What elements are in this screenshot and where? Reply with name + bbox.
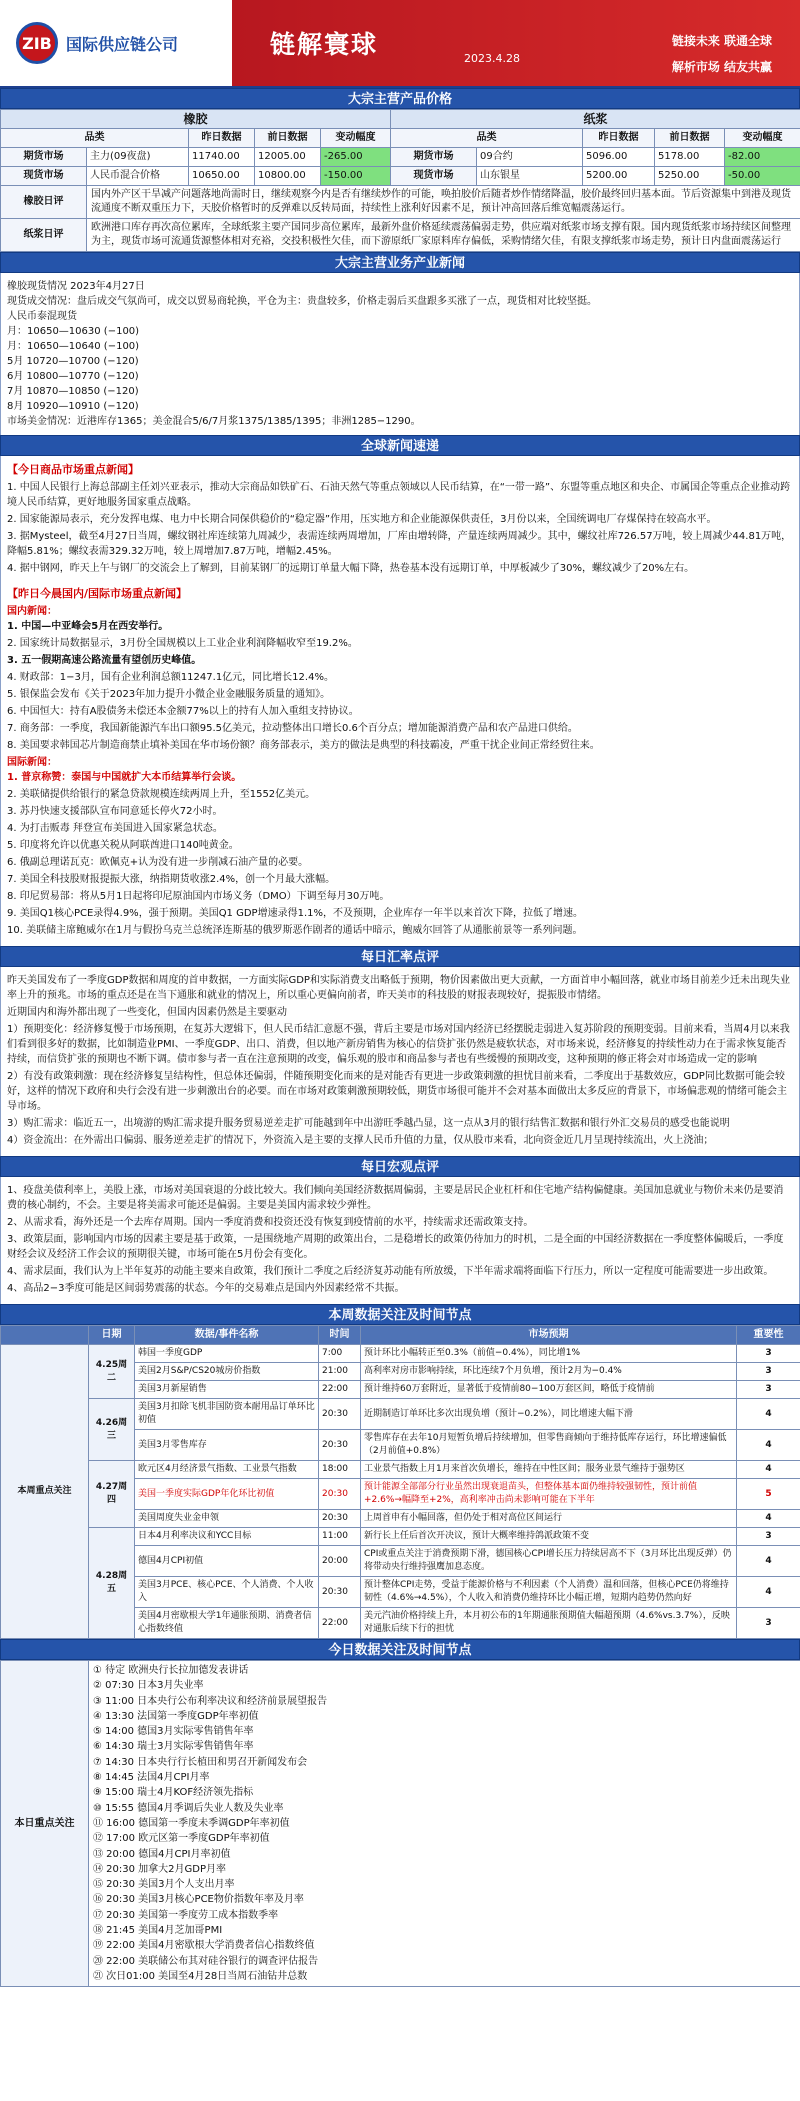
today-event: ⑮ 20:30 美国3月个人支出月率 — [93, 1879, 235, 1891]
international-news-item: 9. 美国Q1核心PCE录得4.9%，强于预期。美国Q1 GDP增速录得1.1%，不及预期，企业库存一年半以来首次下降，拉低了增速。 — [7, 908, 583, 919]
paper-comment-label: 纸浆日评 — [1, 219, 87, 252]
header-time: 时间 — [319, 1326, 361, 1345]
event-importance: 4 — [737, 1430, 800, 1461]
section-today-title: 今日数据关注及时间节点 — [0, 1639, 800, 1660]
section-global-title: 全球新闻速递 — [0, 435, 800, 456]
today-event: ⑯ 20:30 美国3月核心PCE物价指数年率及月率 — [93, 1894, 304, 1906]
international-news-item: 1. 普京称赞：泰国与中国就扩大本币结算举行会谈。 — [7, 772, 242, 783]
weekly-date: 4.26周三 — [89, 1399, 135, 1461]
event-importance: 3 — [737, 1345, 800, 1363]
event-time: 20:30 — [319, 1577, 361, 1608]
header-expectation: 市场预期 — [361, 1326, 737, 1345]
industry-line: 现货成交情况：盘后成交气氛尚可，成交以贸易商轮换，平仓为主：贵盘较多，价格走弱后买盘跟多买涨了一点，现货相对比较坚挺。 — [7, 296, 597, 307]
commodity-news-item: 4. 据中钢网，昨天上午与钢厂的交流会上了解到，目前某钢厂的远期订单量大幅下降，热卷基本没有远期订单，中厚板减少了30%，螺纹减少了20%左右。 — [7, 563, 695, 574]
today-event: ⑪ 16:00 德国第一季度未季调GDP年率初值 — [93, 1817, 290, 1829]
event-name: 美国3月扣除飞机非国防资本耐用品订单环比初值 — [135, 1399, 319, 1430]
event-name: 欧元区4月经济景气指数、工业景气指数 — [135, 1461, 319, 1479]
event-expectation: 预计维持60万套附近，显著低于疫情前80−100万套区间，略低于疫情前 — [361, 1381, 737, 1399]
today-event: ③ 11:00 日本央行公布利率决议和经济前景展望报告 — [93, 1695, 328, 1707]
paper-row-change: -82.00 — [725, 148, 800, 167]
section-industry-title: 大宗主营业务产业新闻 — [0, 252, 800, 273]
event-name: 美国3月新屋销售 — [135, 1381, 319, 1399]
international-news-item: 5. 印度将允许以优惠关税从阿联酋进口140吨黄金。 — [7, 840, 239, 851]
domestic-news-label: 国内新闻： — [7, 606, 57, 617]
domestic-news-item: 8. 美国要求韩国芯片制造商禁止填补美国在华市场份额？商务部表示，美方的做法是典型的科技霸凌，严重干扰企业间正常经贸往来。 — [7, 740, 600, 751]
rubber-row-yesterday: 10650.00 — [189, 167, 255, 186]
today-event: ⑦ 14:30 日本央行行长植田和男召开新闻发布会 — [93, 1756, 308, 1768]
event-importance: 3 — [737, 1381, 800, 1399]
rubber-row-yesterday: 11740.00 — [189, 148, 255, 167]
rubber-header-change: 变动幅度 — [321, 129, 391, 148]
event-expectation: 预计能源全部部分行业虽然出现衰退苗头，但整体基本面仍维持较强韧性，预计前值+2.6%→幅降至+2%，高利率冲击尚未影响可能在下半年 — [361, 1479, 737, 1510]
event-name: 美国3月零售库存 — [135, 1430, 319, 1461]
rubber-row-name: 主力(09夜盘) — [87, 148, 189, 167]
rubber-title: 橡胶 — [1, 110, 391, 129]
event-time: 22:00 — [319, 1381, 361, 1399]
industry-line: 8月 10920—10910 (−120) — [7, 401, 139, 412]
event-time: 11:00 — [319, 1528, 361, 1546]
rubber-comment: 国内外产区干旱减产问题落地尚需时日，继续观察今内是否有继续炒作的可能，唤拍胶价后随者炒作情绪降温，胶价最终回归基本面。节后资源集中到港及现货流通度不断双重压力下，天胶价格暂时的反弹难以反转局面，持续性上涨利好因素不足，预计冲高回落后维宽幅震荡运行。 — [87, 186, 800, 219]
rubber-header-name: 品类 — [1, 129, 189, 148]
paper-header-previous: 前日数据 — [655, 129, 725, 148]
industry-line: 6月 10800—10770 (−120) — [7, 371, 139, 382]
section-fx-title: 每日汇率点评 — [0, 946, 800, 967]
rubber-comment-label: 橡胶日评 — [1, 186, 87, 219]
rubber-row-change: -150.00 — [321, 167, 391, 186]
event-importance: 3 — [737, 1608, 800, 1639]
today-event: ⑨ 15:00 瑞士4月KOF经济领先指标 — [93, 1787, 254, 1799]
slogan-line-1: 链接未来 联通全球 — [671, 34, 772, 48]
industry-line: 橡胶现货情况 2023年4月27日 — [7, 281, 145, 292]
rubber-header-previous: 前日数据 — [255, 129, 321, 148]
title-area — [232, 0, 800, 86]
event-time: 20:30 — [319, 1430, 361, 1461]
event-expectation: CPI或重点关注于消费预期下滑，德国核心CPI增长压力持续居高不下（3月环比出现反弹）仍将带动央行维持强鹰加息态度。 — [361, 1546, 737, 1577]
company-name: 国际供应链公司 — [66, 34, 179, 54]
domestic-news-item: 5. 银保监会发布《关于2023年加力提升小微企业金融服务质量的通知》。 — [7, 689, 331, 700]
event-name: 日本4月利率决议和YCC目标 — [135, 1528, 319, 1546]
event-time: 21:00 — [319, 1363, 361, 1381]
today-table — [0, 1660, 800, 1987]
event-expectation: 高利率对房市影响持续，环比连续7个月负增，预计2月为−0.4% — [361, 1363, 737, 1381]
paper-row-label: 现货市场 — [391, 167, 477, 186]
paper-row-previous: 5178.00 — [655, 148, 725, 167]
event-importance: 3 — [737, 1363, 800, 1381]
fx-paragraph: 昨天美国发布了一季度GDP数据和周度的首申数据，一方面实际GDP和实际消费支出略低于预期，物价因素做出更大贡献，一方面首申小幅回落，就业市场目前差少迁未出现失业率上升的预兆。市场的重点还是在当下通胀和就业的情况上，所以重心更偏向前者，昨天美市的科技股的财报表现较好，提振股市情绪。 — [7, 975, 790, 1001]
weekly-left-label: 本周重点关注 — [1, 1345, 89, 1639]
price-table — [0, 109, 800, 252]
today-event: ⑩ 15:55 德国4月季调后失业人数及失业率 — [93, 1802, 284, 1814]
rubber-row-previous: 10800.00 — [255, 167, 321, 186]
industry-line: 月：10650—10640 (−100) — [7, 341, 140, 352]
weekly-left-header — [1, 1326, 89, 1345]
today-event: ⑥ 14:30 瑞士3月实际零售销售年率 — [93, 1741, 254, 1753]
event-expectation: 美元汽油价格持续上升，本月初公布的1年期通胀预期值大幅超预期（4.6%vs.3.7%），反映对通胀后续下行的担忧 — [361, 1608, 737, 1639]
today-event-list — [89, 1661, 800, 1987]
international-news-label: 国际新闻： — [7, 757, 57, 768]
today-event: ⑤ 14:00 德国3月实际零售销售年率 — [93, 1726, 254, 1738]
header — [0, 0, 800, 88]
report-title: 链解寰球 — [270, 30, 379, 59]
paper-row-label: 期货市场 — [391, 148, 477, 167]
weekly-date: 4.25周二 — [89, 1345, 135, 1399]
today-event: ① 待定 欧洲央行长拉加德发表讲话 — [93, 1665, 249, 1676]
event-importance: 3 — [737, 1528, 800, 1546]
rubber-row-previous: 12005.00 — [255, 148, 321, 167]
rubber-row-label: 现货市场 — [1, 167, 87, 186]
event-expectation: 近期制造订单环比多次出现负增（预计−0.2%），同比增速大幅下滑 — [361, 1399, 737, 1430]
event-name: 韩国一季度GDP — [135, 1345, 319, 1363]
report-date: 2023.4.28 — [464, 52, 520, 65]
industry-line: 5月 10720—10700 (−120) — [7, 356, 139, 367]
weekly-schedule-table — [0, 1325, 800, 1639]
macro-paragraph: 3、政策层面，影响国内市场的因素主要是基于政策，一是围绕地产周期的政策出台，二是稳增长的政策仍待加力的时机，二是全面的中国经济数据在一季度整体偏暖后，一季度财经会议及经济工作会议的预期很关键，市场可能在5月份会有变化。 — [7, 1234, 784, 1260]
today-event: ⑧ 14:45 法国4月CPI月率 — [93, 1772, 210, 1784]
industry-line: 月：10650—10630 (−100) — [7, 326, 140, 337]
event-time: 22:00 — [319, 1608, 361, 1639]
paper-row-yesterday: 5096.00 — [583, 148, 655, 167]
international-news-item: 7. 美国全科技股财报提振大涨，纳指期货收涨2.4%，创一个月最大涨幅。 — [7, 874, 336, 885]
fx-paragraph: 3）购汇需求：临近五一，出境游的购汇需求提升服务贸易逆差走扩可能越到年中出游旺季越凸显，这一点从3月的银行结售汇数据和银行外汇交易员的感受也能说明 — [7, 1118, 730, 1129]
domestic-news-item: 3. 五一假期高速公路流量有望创历史峰值。 — [7, 655, 202, 666]
today-event: ⑬ 20:00 德国4月CPI月率初值 — [93, 1848, 231, 1860]
event-name: 美国3月PCE、核心PCE、个人消费、个人收入 — [135, 1577, 319, 1608]
domestic-news-item: 6. 中国恒大：持有A股债务未偿还本金额77%以上的持有人加入重组支持协议。 — [7, 706, 359, 717]
weekly-date: 4.27周四 — [89, 1461, 135, 1528]
event-time: 18:00 — [319, 1461, 361, 1479]
event-name: 德国4月CPI初值 — [135, 1546, 319, 1577]
weekly-date: 4.28周五 — [89, 1528, 135, 1639]
event-expectation: 预计整体CPI走势，受益于能源价格与不利因素（个人消费）温和回落，但核心PCE仍将维持韧性（4.6%→4.5%），个人收入和消费仍维持环比小幅正增，短期内趋势仍然向好 — [361, 1577, 737, 1608]
event-expectation: 零售库存在去年10月短暂负增后持续增加，但零售商倾向于维持低库存运行，环比增速偏低（2月前值+0.8%） — [361, 1430, 737, 1461]
domestic-news-item: 7. 商务部：一季度，我国新能源汽车出口额95.5亿美元，拉动整体出口增长0.6个百分点；增加能源消费产品和农产品进口供给。 — [7, 723, 578, 734]
section-weekly-title: 本周数据关注及时间节点 — [0, 1304, 800, 1325]
macro-paragraph: 4、需求层面，我们认为上半年复苏的动能主要来自政策，我们预计二季度之后经济复苏动能有所放缓，下半年需求端将面临下行压力，所以一定程度可能需要进一步出政策。 — [7, 1266, 774, 1277]
paper-header-change: 变动幅度 — [725, 129, 800, 148]
event-name: 美国2月S&P/CS20城房价指数 — [135, 1363, 319, 1381]
rubber-row-change: -265.00 — [321, 148, 391, 167]
macro-paragraph: 1、疫盘美债利率上，美股上涨，市场对美国衰退的分歧比较大。我们倾向美国经济数据周偏弱，主要是居民企业杠杆和住宅地产结构偏健康。美国加息就业与物价未来仍是要消费的核心制约，不会。主要是将美需求可能还是偏弱。主要是美国内需求较少弹性。 — [7, 1185, 784, 1211]
domestic-news-item: 2. 国家统计局数据显示，3月份全国规模以上工业企业利润降幅收窄至19.2%。 — [7, 638, 358, 649]
paper-row-yesterday: 5200.00 — [583, 167, 655, 186]
today-event: ④ 13:30 法国第一季度GDP年率初值 — [93, 1710, 259, 1722]
slogan — [672, 28, 772, 80]
today-event: ㉑ 次日01:00 美国至4月28日当周石油钻井总数 — [93, 1970, 308, 1982]
industry-news — [0, 273, 800, 435]
industry-line: 人民币泰混现货 — [7, 311, 77, 322]
international-news-item: 3. 苏丹快速支援部队宣布同意延长停火72小时。 — [7, 806, 223, 817]
event-importance: 4 — [737, 1577, 800, 1608]
today-event: ⑰ 20:30 美国第一季度劳工成本指数季率 — [93, 1909, 279, 1921]
international-news-item: 10. 美联储主席鲍威尔在1月与假扮乌克兰总统泽连斯基的俄罗斯恶作剧者的通话中暗示，鲍威尔回答了从通胀前景等一系列问题。 — [7, 925, 583, 936]
paper-title: 纸浆 — [391, 110, 800, 129]
header-importance: 重要性 — [737, 1326, 800, 1345]
logo-area — [0, 0, 232, 86]
international-news-item: 8. 印尼贸易部：将从5月1日起将印尼原油国内市场义务（DMO）下调至每月30万吨。 — [7, 891, 390, 902]
today-event: ⑱ 21:45 美国4月芝加哥PMI — [93, 1925, 223, 1937]
today-event: ⑫ 17:00 欧元区第一季度GDP年率初值 — [93, 1833, 270, 1845]
event-name: 美国一季度实际GDP年化环比初值 — [135, 1479, 319, 1510]
event-time: 20:30 — [319, 1510, 361, 1528]
domestic-news-item: 4. 财政部：1−3月，国有企业利润总额11247.1亿元，同比增长12.4%。 — [7, 672, 334, 683]
commodity-news-item: 1. 中国人民银行上海总部副主任刘兴亚表示，推动大宗商品如铁矿石、石油天然气等重点领域以人民币结算，在“一带一路”、东盟等重点地区和央企、市属国企等重点企业推动跨境人民币结算，更好地服务国家重点战略。 — [7, 482, 791, 508]
event-expectation: 工业景气指数上月1月来首次负增长，维持在中性区间；服务业景气维持于强势区 — [361, 1461, 737, 1479]
industry-line: 市场美金情况：近港库存1365；美金混合5/6/7月浆1375/1385/1395；非洲1285−1290。 — [7, 416, 421, 427]
event-time: 20:00 — [319, 1546, 361, 1577]
today-event: ⑳ 22:00 美联储公布其对硅谷银行的调查评估报告 — [93, 1955, 319, 1967]
event-name: 美国4月密歇根大学1年通胀预期、消费者信心指数终值 — [135, 1608, 319, 1639]
commodity-news-item: 2. 国家能源局表示，充分发挥电煤、电力中长期合同保供稳价的“稳定器”作用，压实地方和企业能源保供责任，3月份以来，全国统调电厂存煤保持在较高水平。 — [7, 514, 717, 525]
event-expectation: 上周首申有小幅回落，但仍处于相对高位区间运行 — [361, 1510, 737, 1528]
international-news-item: 6. 俄副总理诺瓦克：欧佩克+认为没有进一步削减石油产量的必要。 — [7, 857, 309, 868]
header-date: 日期 — [89, 1326, 135, 1345]
today-event: ⑲ 22:00 美国4月密歇根大学消费者信心指数终值 — [93, 1940, 315, 1952]
today-event: ② 07:30 日本3月失业率 — [93, 1680, 204, 1692]
rubber-header-yesterday: 昨日数据 — [189, 129, 255, 148]
macro-paragraph: 4、高品2−3季度可能是区间弱势震荡的状态。今年的交易难点是国内外因素经常不共振。 — [7, 1283, 405, 1294]
paper-header-yesterday: 昨日数据 — [583, 129, 655, 148]
fx-paragraph: 2）有没有政策刺激：现在经济修复呈结构性，但总体还偏弱，伴随预期变化而来的是对能否有更进一步政策刺激的担忧目前来看，二季度出于基数效应，GDP同比数据可能会较好，这样的情况下政府和央行会没有进一步刺激出台的必要。而在市场对政策刺激预期较低，期货市场很可能并不会对基本面做出太多反应的背景下，市场偏悲观的情绪可能会主导市场。 — [7, 1071, 787, 1112]
domestic-news-item: 1. 中国—中亚峰会5月在西安举行。 — [7, 621, 169, 632]
paper-row-previous: 5250.00 — [655, 167, 725, 186]
today-left-label: 本日重点关注 — [1, 1661, 89, 1987]
fx-paragraph: 近期国内和海外都出现了一些变化，但国内因素仍然是主要驱动 — [7, 1007, 287, 1018]
international-news-item: 2. 美联储提供给银行的紧急贷款规模连续两周上升，至1552亿美元。 — [7, 789, 316, 800]
event-importance: 4 — [737, 1546, 800, 1577]
market-news-title: 【昨日今晨国内/国际市场重点新闻】 — [7, 587, 188, 600]
fx-paragraph: 1）预期变化：经济修复慢于市场预期，在复苏大逻辑下，但人民币结汇意愿不强，背后主要是市场对国内经济已经摆脱走弱进入复苏阶段的预期变弱。目前来看，当周4月以来我们看到很多好的数据，比如制造业PMI、一季度GDP、出口、消费，但以地产新房销售为核心的信贷扩张仍然是疲软状态，对市场来说，经济修复的持续性动力在于需求恢复能否持续，而信贷扩张的预期也不断下调。债市参与者一直在注意预期的改变，偏乐观的股市和商品参与者也有些缓慢的预期改变，这种预期的修正将会对市场造成一定的影响 — [7, 1024, 790, 1065]
today-event: ⑭ 20:30 加拿大2月GDP月率 — [93, 1863, 227, 1875]
event-importance: 4 — [737, 1461, 800, 1479]
macro-commentary — [0, 1177, 800, 1304]
section-macro-title: 每日宏观点评 — [0, 1156, 800, 1177]
event-importance: 5 — [737, 1479, 800, 1510]
header-event: 数据/事件名称 — [135, 1326, 319, 1345]
rubber-row-label: 期货市场 — [1, 148, 87, 167]
rubber-row-name: 人民币混合价格 — [87, 167, 189, 186]
slogan-line-2: 解析市场 结友共赢 — [671, 60, 772, 74]
event-time: 20:30 — [319, 1479, 361, 1510]
international-news-item: 4. 为打击贩毒 拜登宣布美国进入国家紧急状态。 — [7, 823, 223, 834]
event-importance: 4 — [737, 1399, 800, 1430]
paper-row-change: -50.00 — [725, 167, 800, 186]
event-name: 美国周度失业金申领 — [135, 1510, 319, 1528]
event-expectation: 新行长上任后首次开决议，预计大概率维持鸽派政策不变 — [361, 1528, 737, 1546]
section-prices-title: 大宗主营产品价格 — [0, 88, 800, 109]
fx-paragraph: 4）资金流出：在外需出口偏弱、服务逆差走扩的情况下，外资流入是主要的支撑人民币升值的力量，仅从股市来看，北向资金近几月呈现持续流出，火上浇油； — [7, 1135, 714, 1146]
commodity-news-item: 3. 据Mysteel，截至4月27日当周，螺纹钢社库连续第九周减少，表需连续两周增加，厂库由增转降，产量连续两周减少。其中，螺纹社库726.57万吨，较上周减少44.81万吨，降幅5.81%；螺纹表需329.32万吨，较上周增加7.87万吨，增幅2.45%。 — [7, 531, 792, 557]
paper-comment: 欧洲港口库存再次高位累库，全球纸浆主要产国同步高位累库，最新外盘价格延续震荡偏弱走势，供应端对纸浆市场支撑有限。国内现货纸浆市场持续区间整理为主，现货市场可流通货源整体相对充裕，交投积极性欠佳，而下游原纸厂家原料库存偏低，采购情绪欠佳，有限支撑纸浆市场走势，预计日内盘面震荡运行 — [87, 219, 800, 252]
paper-row-name: 山东银星 — [477, 167, 583, 186]
commodity-news-title: 【今日商品市场重点新闻】 — [7, 463, 139, 476]
macro-paragraph: 2、从需求看，海外还是一个去库存周期。国内一季度消费和投资还没有恢复到疫情前的水平，持续需求还需政策支持。 — [7, 1217, 534, 1228]
industry-line: 7月 10870—10850 (−120) — [7, 386, 139, 397]
event-time: 7:00 — [319, 1345, 361, 1363]
paper-row-name: 09合约 — [477, 148, 583, 167]
company-logo: ZIB — [16, 22, 58, 64]
event-expectation: 预计环比小幅转正至0.3%（前值−0.4%），同比增1% — [361, 1345, 737, 1363]
paper-header-name: 品类 — [391, 129, 583, 148]
fx-commentary — [0, 967, 800, 1156]
event-importance: 4 — [737, 1510, 800, 1528]
event-time: 20:30 — [319, 1399, 361, 1430]
global-news — [0, 456, 800, 946]
